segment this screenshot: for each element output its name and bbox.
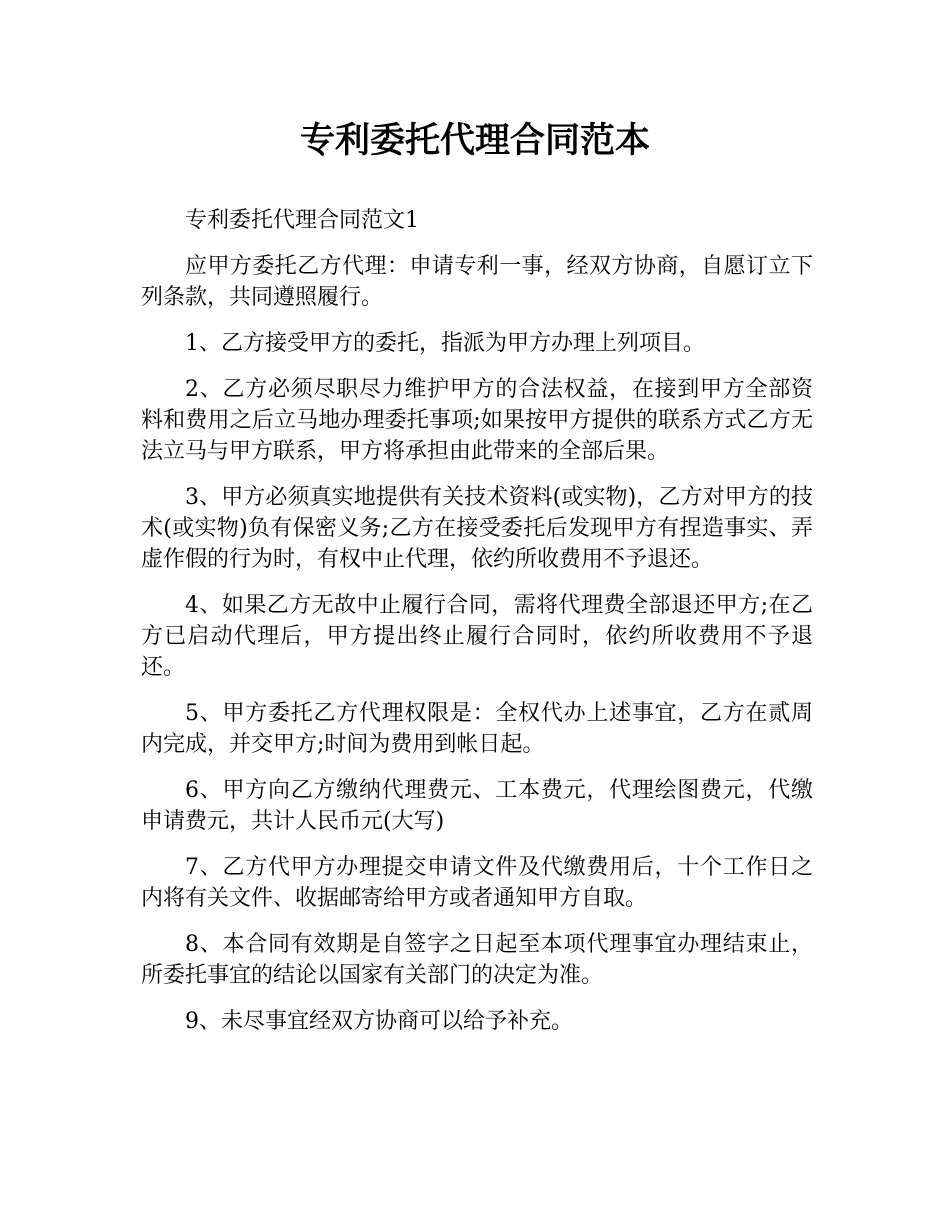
paragraph-clause-3: 3、甲方必须真实地提供有关技术资料(或实物)，乙方对甲方的技术(或实物)负有保密义务;乙方在接受委托后发现甲方有捏造事实、弄虚作假的行为时，有权中止代理，依约所收费用不予退还。: [141, 485, 813, 572]
paragraph-subtitle: 专利委托代理合同范文1: [185, 208, 419, 233]
paragraph-clause-6: 6、甲方向乙方缴纳代理费元、工本费元，代理绘图费元，代缴申请费元，共计人民币元(大写): [141, 778, 813, 834]
paragraph-clause-1: 1、乙方接受甲方的委托，指派为甲方办理上列项目。: [185, 331, 705, 356]
paragraph-clause-5: 5、甲方委托乙方代理权限是：全权代办上述事宜，乙方在贰周内完成，并交甲方;时间为费用到帐日起。: [141, 701, 813, 757]
paragraph-clause-7: 7、乙方代甲方办理提交申请文件及代缴费用后，十个工作日之内将有关文件、收据邮寄给甲方或者通知甲方自取。: [141, 855, 813, 911]
paragraph-clause-4: 4、如果乙方无故中止履行合同，需将代理费全部退还甲方;在乙方已启动代理后，甲方提出终止履行合同时，依约所收费用不予退还。: [141, 593, 813, 680]
paragraph-clause-8: 8、本合同有效期是自签字之日起至本项代理事宜办理结束止，所委托事宜的结论以国家有关部门的决定为准。: [141, 932, 813, 988]
paragraph-clause-9: 9、未尽事宜经双方协商可以给予补充。: [185, 1009, 573, 1034]
document-body: [141, 205, 813, 1052]
document-title: 专利委托代理合同范本: [299, 121, 650, 161]
paragraph-intro: 应甲方委托乙方代理：申请专利一事，经双方协商，自愿订立下列条款，共同遵照履行。: [141, 254, 813, 310]
paragraph-clause-2: 2、乙方必须尽职尽力维护甲方的合法权益，在接到甲方全部资料和费用之后立马地办理委托事项;如果按甲方提供的联系方式乙方无法立马与甲方联系，甲方将承担由此带来的全部后果。: [141, 377, 813, 464]
